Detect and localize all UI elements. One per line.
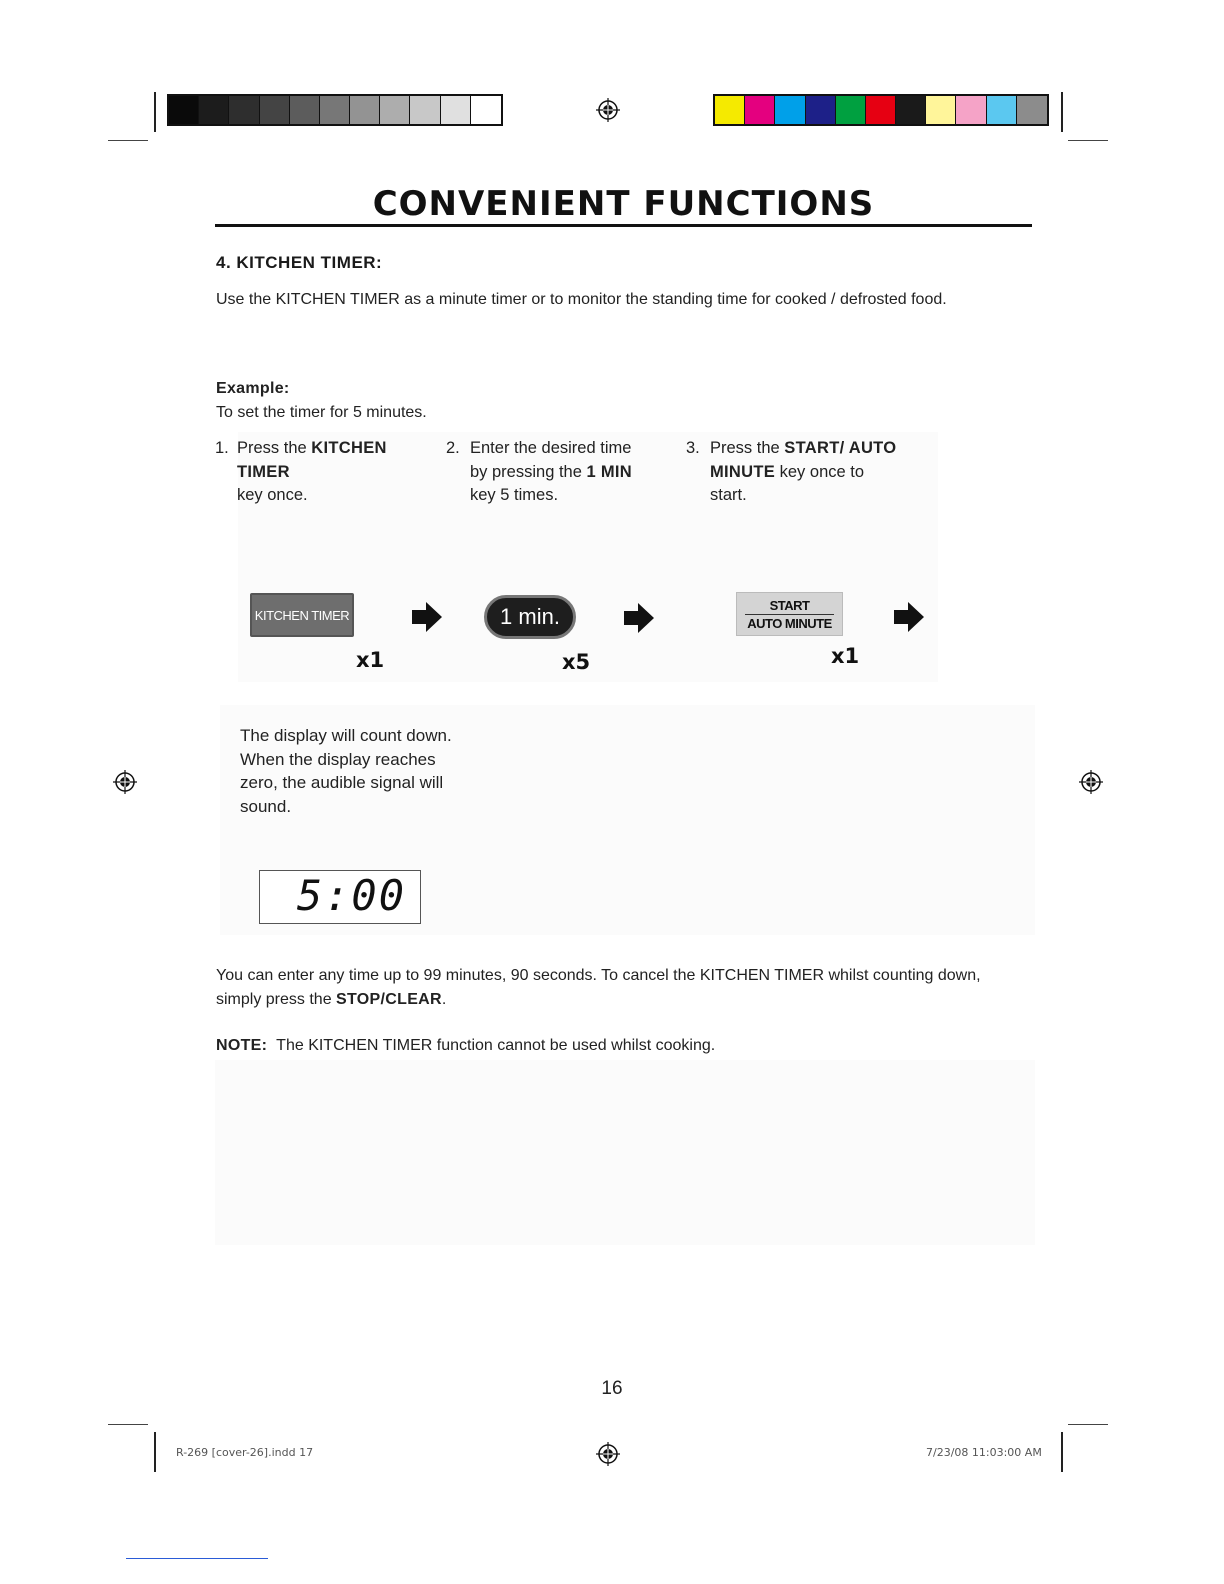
step-text-pre: Press the [237, 439, 312, 457]
crop-mark-top-right-h [1068, 140, 1108, 141]
process-color-swatch [896, 96, 926, 124]
step-text-bold: KITCHEN TIMER [237, 439, 387, 481]
process-color-swatch [956, 96, 986, 124]
grayscale-swatch [471, 96, 501, 124]
grayscale-swatch [199, 96, 229, 124]
right-arrow-icon [892, 600, 926, 634]
start-auto-minute-key [736, 592, 843, 636]
step-number: 3. [686, 439, 700, 457]
press-count-step-1: x1 [356, 648, 385, 672]
start-key-line2: AUTO MINUTE [747, 616, 832, 631]
grayscale-swatch [441, 96, 471, 124]
registration-mark-right [1079, 770, 1103, 794]
crop-mark-bottom-left-v [154, 1432, 156, 1472]
step-text-bold: START/ AUTO MINUTE [710, 439, 897, 481]
slug-timestamp: 7/23/08 11:03:00 AM [926, 1446, 1042, 1459]
example-label: Example: [216, 380, 290, 397]
kitchen-timer-key: KITCHEN TIMER [250, 593, 354, 637]
note [216, 1034, 1021, 1058]
step-text-post: key once. [237, 486, 308, 504]
process-color-swatch [987, 96, 1017, 124]
range-text-bold: STOP/CLEAR [336, 991, 442, 1008]
grayscale-swatch [410, 96, 440, 124]
registration-mark-top [596, 98, 620, 122]
grayscale-swatch [169, 96, 199, 124]
process-color-swatch [775, 96, 805, 124]
process-color-swatch [926, 96, 956, 124]
crop-mark-bottom-right-h [1068, 1424, 1108, 1425]
note-text: The KITCHEN TIMER function cannot be used whilst cooking. [276, 1037, 716, 1054]
crop-mark-top-left-v [154, 92, 156, 132]
ghost-panel-lower [215, 1060, 1035, 1245]
range-text-pre: You can enter any time up to 99 minutes, 90 seconds. To cancel the KITCHEN TIMER whilst counting down, simply press the [216, 967, 981, 1008]
step-number: 2. [446, 439, 460, 457]
registration-mark-left [113, 770, 137, 794]
step-text [237, 437, 425, 508]
right-arrow-icon [410, 600, 444, 634]
step-text-post: key 5 times. [470, 486, 559, 504]
process-color-swatch [1017, 96, 1047, 124]
start-key-line1: START [769, 598, 810, 613]
process-color-swatch [715, 96, 745, 124]
timer-display: 5:00 [259, 870, 421, 924]
crop-mark-top-left-h [108, 140, 148, 141]
step-text-bold: 1 MIN [586, 462, 632, 481]
crop-mark-bottom-right-v [1061, 1432, 1063, 1472]
step-text [710, 437, 905, 508]
grayscale-swatch [229, 96, 259, 124]
slug-file-info: R-269 [cover-26].indd 17 [176, 1446, 314, 1459]
grayscale-swatch [290, 96, 320, 124]
section-intro: Use the KITCHEN TIMER as a minute timer or to monitor the standing time for cooked / defrosted food. [216, 291, 947, 308]
grayscale-swatch [380, 96, 410, 124]
crop-mark-top-right-v [1061, 92, 1063, 132]
process-color-swatch [806, 96, 836, 124]
process-color-swatch [745, 96, 775, 124]
grayscale-color-bar [167, 94, 503, 126]
crop-mark-bottom-left-h [108, 1424, 148, 1425]
one-min-key: 1 min. [484, 595, 576, 639]
step-text-post: key once to start. [710, 462, 865, 504]
range-text-post: . [441, 991, 447, 1008]
grayscale-swatch [350, 96, 380, 124]
process-color-bar [713, 94, 1049, 126]
bottom-link-underline [126, 1558, 268, 1559]
range-description [216, 964, 1021, 1012]
title-underline [215, 224, 1032, 227]
example-text: To set the timer for 5 minutes. [216, 404, 427, 421]
process-color-swatch [836, 96, 866, 124]
section-heading: 4. KITCHEN TIMER: [216, 253, 383, 272]
page-number: 16 [601, 1378, 623, 1399]
process-color-swatch [866, 96, 896, 124]
step-text-pre: Enter the desired time by pressing the [470, 439, 632, 481]
press-count-step-2: x5 [562, 650, 591, 674]
page-title: CONVENIENT FUNCTIONS [372, 184, 875, 224]
press-count-step-3: x1 [831, 644, 860, 668]
step-number: 1. [215, 439, 229, 457]
step-text-pre: Press the [710, 439, 785, 457]
countdown-description: The display will count down. When the display reaches zero, the audible signal will sound. [240, 726, 452, 816]
grayscale-swatch [320, 96, 350, 124]
note-label: NOTE: [216, 1037, 268, 1054]
step-text [470, 437, 645, 508]
registration-mark-bottom [596, 1442, 620, 1466]
right-arrow-icon [622, 601, 656, 635]
grayscale-swatch [260, 96, 290, 124]
